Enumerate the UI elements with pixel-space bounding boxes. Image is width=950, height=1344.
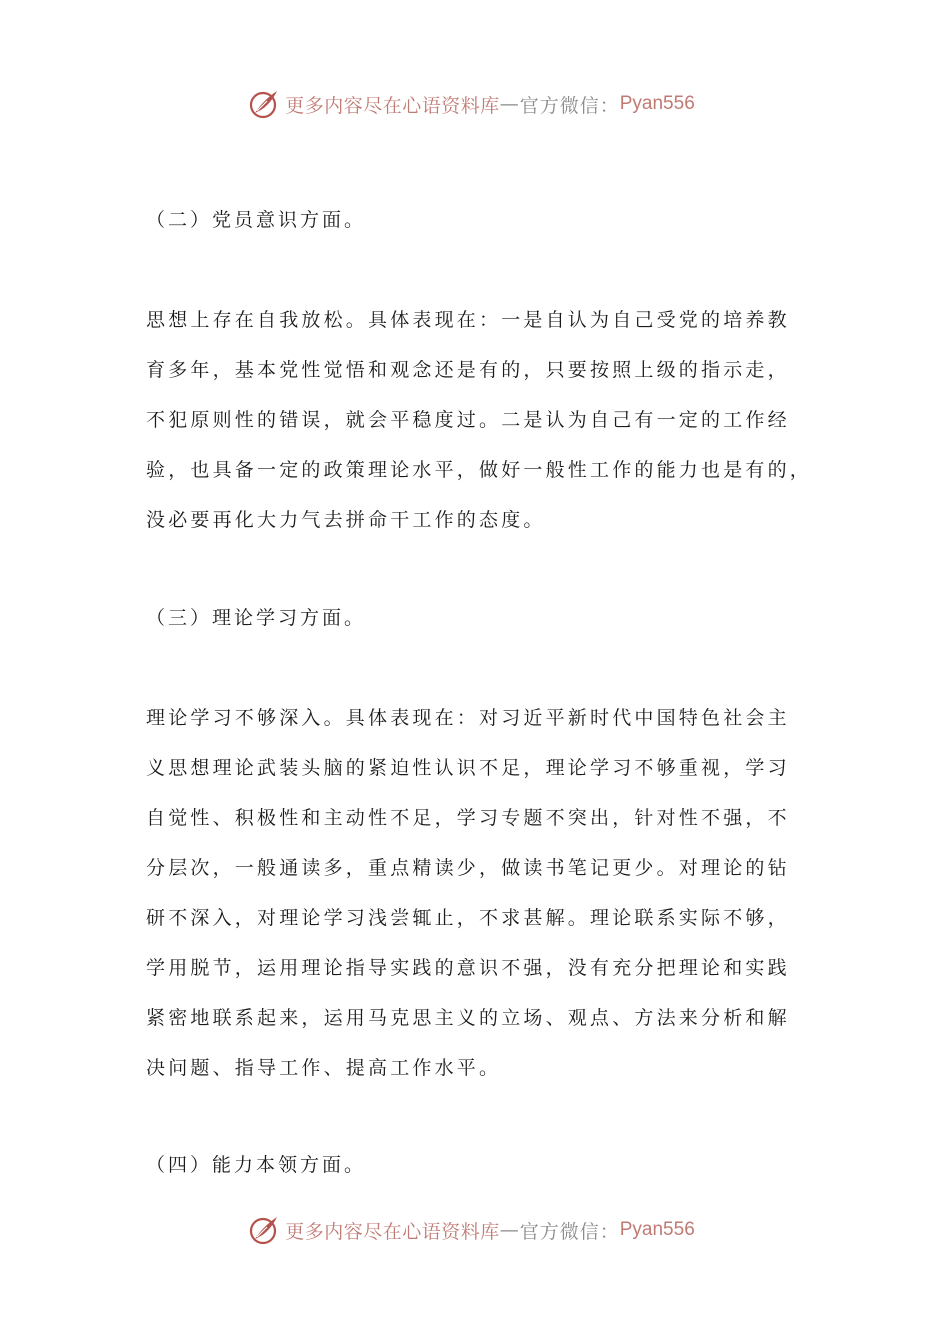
watermark-main-text: 更多内容尽在心语资料库 [285,1220,500,1243]
watermark-sub-text: 官方微信： [519,94,620,117]
paragraph-line: 育多年，基本党性觉悟和观念还是有的，只要按照上级的指示走， [146,359,790,381]
paragraph-line: 学用脱节，运用理论指导实践的意识不强，没有充分把理论和实践 [146,957,790,979]
section-paragraph-theory-study [146,693,826,1093]
watermark-wechat-id: Pyan556 [619,93,695,114]
watermark-wechat-id: Pyan556 [619,1219,695,1240]
paragraph-line: 没必要再化大力气去拼命干工作的态度。 [146,509,546,531]
paragraph-line: 理论学习不够深入。具体表现在：对习近平新时代中国特色社会主 [146,707,790,729]
paragraph-line: 紧密地联系起来，运用马克思主义的立场、观点、方法来分析和解 [146,1007,790,1029]
quill-logo-icon [247,1213,281,1247]
footer-watermark [0,1210,950,1250]
watermark-sub-text: 官方微信： [519,1220,620,1243]
quill-logo-icon [247,87,281,121]
paragraph-line: 决问题、指导工作、提高工作水平。 [146,1057,502,1079]
section-heading-ability: （四）能力本领方面。 [146,1154,367,1176]
paragraph-line: 研不深入，对理论学习浅尝辄止，不求甚解。理论联系实际不够， [146,907,790,929]
watermark-dash: — [499,93,520,115]
paragraph-line: 自觉性、积极性和主动性不足，学习专题不突出，针对性不强，不 [146,807,790,829]
watermark-main-text: 更多内容尽在心语资料库 [285,94,500,117]
section-heading-party-awareness: （二）党员意识方面。 [146,209,367,231]
watermark-dash: — [499,1219,520,1241]
paragraph-line: 验，也具备一定的政策理论水平，做好一般性工作的能力也是有的， [146,459,813,481]
paragraph-line: 不犯原则性的错误，就会平稳度过。二是认为自己有一定的工作经 [146,409,790,431]
paragraph-line: 分层次，一般通读多，重点精读少，做读书笔记更少。对理论的钻 [146,857,790,879]
paragraph-line: 思想上存在自我放松。具体表现在：一是自认为自己受党的培养教 [146,309,790,331]
section-paragraph-party-awareness [146,295,826,545]
header-watermark [0,84,950,124]
section-heading-theory-study: （三）理论学习方面。 [146,607,367,629]
paragraph-line: 义思想理论武装头脑的紧迫性认识不足，理论学习不够重视，学习 [146,757,790,779]
